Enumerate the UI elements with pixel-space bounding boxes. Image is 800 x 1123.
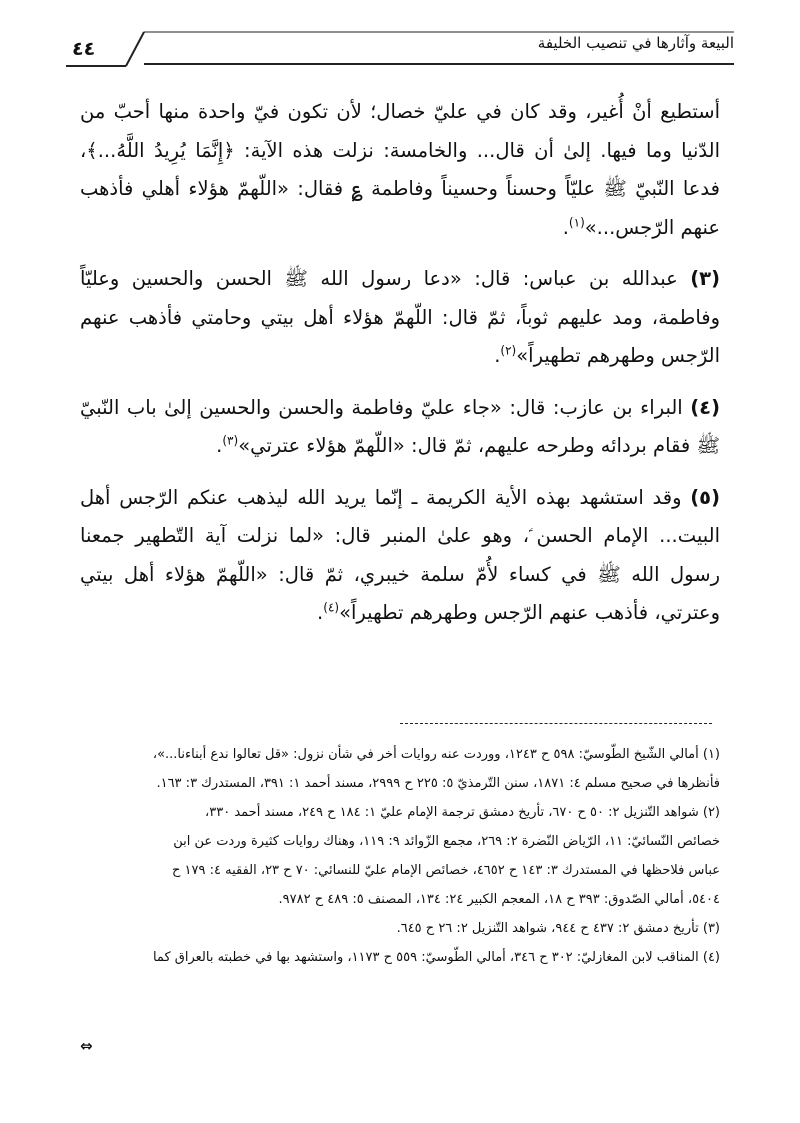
main-text — [80, 93, 720, 646]
footnote-line: خصائص النّسائيّ: ١١، الرّياض النّضرة ٢: ٢٦٩، مجمع الزّوائد ٩: ١١٩، وهناك روايات كثيرة وردت عن ابن — [173, 834, 720, 849]
paragraph-number: (٣) — [690, 267, 720, 290]
footnote-line: ٥٤٠٤، أمالي الصّدوق: ٣٩٣ ح ١٨، المعجم الكبير ٢٤: ١٣٤، المصنف ٥: ٤٨٩ ح ٩٧٨٢. — [278, 892, 720, 907]
paragraph-end: . — [317, 601, 324, 624]
paragraph-number: (٤) — [690, 395, 720, 419]
header-title: البيعة وآثارها في تنصيب الخليفة — [537, 34, 734, 52]
footnote-ref: (٣) — [222, 433, 239, 448]
paragraph-text: أستطيع أنْ أُغير، وقد كان في عليّ خصال؛ لأن تكون فيّ واحدة منها أحبّ من الدّنيا وما فيها. إلىٰ أن قال... والخامسة: نزلت هذه الآية: ﴿إِنَّمَا يُرِيدُ اللَّهُ...﴾، فدعا النّبيّ ﷺ عليّاً وحسناً وحسيناً وفاطمة ؏ فقال: «اللّهمّ هؤلاء أهلي فأذهب عنهم الرّجس...» — [80, 100, 720, 239]
footnote-line: عباس فلاحظها في المستدرك ٣: ١٤٣ ح ٤٦٥٢، خصائص الإمام عليّ للنسائي: ٧٠ ح ٢٣، الفقيه ٤: ١٧٩ ح — [172, 863, 720, 878]
paragraph-end: . — [562, 215, 569, 239]
footnote-line: (٢) شواهد التّنزيل ٢: ٥٠ ح ٦٧٠، تأريخ دمشق ترجمة الإمام عليّ ١: ١٨٤ ح ٢٤٩، مسند أحمد ٣٣٠، — [205, 805, 720, 820]
footnote-separator — [400, 723, 712, 724]
footnotes — [80, 740, 720, 972]
paragraph-text: عبدالله بن عباس: قال: «دعا رسول الله ﷺ الحسن والحسين وعليّاً وفاطمة، ومد عليهم ثوباً، ثمّ قال: اللّهمّ هؤلاء أهل بيتي وحامتي فأذهب عنهم الرّجس وطهرهم تطهيراً» — [80, 267, 720, 367]
footnote-ref: (٤) — [323, 600, 340, 615]
paragraph-end: . — [216, 434, 223, 457]
page-number: ٤٤ — [72, 38, 96, 60]
paragraph — [80, 389, 720, 466]
footnote-ref: (٢) — [500, 343, 517, 358]
footnote-line: (٣) تأريخ دمشق ٢: ٤٣٧ ح ٩٤٤، شواهد التّنزيل ٢: ٢٦ ح ٦٤٥. — [396, 921, 720, 936]
footnote-ref: (١) — [568, 215, 585, 229]
paragraph-text: وقد استشهد بهذه الأية الكريمة ـ إنّما يريد الله ليذهب عنكم الرّجس أهل البيت... الإمام الحسن ؑ، وهو علىٰ المنبر قال: «لما نزلت آية التّطهير جمعنا رسول الله ﷺ في كساء لأُمّ سلمة خيبري، ثمّ قال: «اللّهمّ هؤلاء أهل بيتي وعترتي، فأذهب عنهم الرّجس وطهرهم تطهيراً» — [80, 485, 720, 624]
paragraph — [80, 93, 720, 247]
footnote-line: (٤) المناقب لابن المغازليّ: ٣٠٢ ح ٣٤٦، أمالي الطّوسيّ: ٥٥٩ ح ١١٧٣، واستشهد بها في خطبته بالعراق كما — [152, 950, 720, 965]
footnote-line: فأنظرها في صحيح مسلم ٤: ١٨٧١، سنن التّرمذيّ ٥: ٢٢٥ ح ٢٩٩٩، مسند أحمد ١: ٣٩١، المستدرك ٣: ١٦٣. — [156, 776, 720, 791]
running-header — [66, 26, 734, 70]
paragraph-text: البراء بن عازب: قال: «جاء عليّ وفاطمة والحسن والحسين إلىٰ باب النّبيّ ﷺ فقام بردائه وطرحه عليهم، ثمّ قال: «اللّهمّ هؤلاء عترتي» — [80, 395, 720, 457]
continuation-arrow-icon: ⇔ — [80, 1037, 93, 1055]
paragraph — [80, 260, 720, 376]
footnote-line: (١) أمالي الشّيخ الطّوسيّ: ٥٩٨ ح ١٢٤٣، ووردت عنه روايات أخر في شأن نزول: «قل تعالوا ندع أبناءنا...»، — [152, 747, 720, 762]
paragraph-end: . — [494, 344, 501, 367]
paragraph-number: (٥) — [690, 485, 720, 509]
paragraph — [80, 479, 720, 633]
